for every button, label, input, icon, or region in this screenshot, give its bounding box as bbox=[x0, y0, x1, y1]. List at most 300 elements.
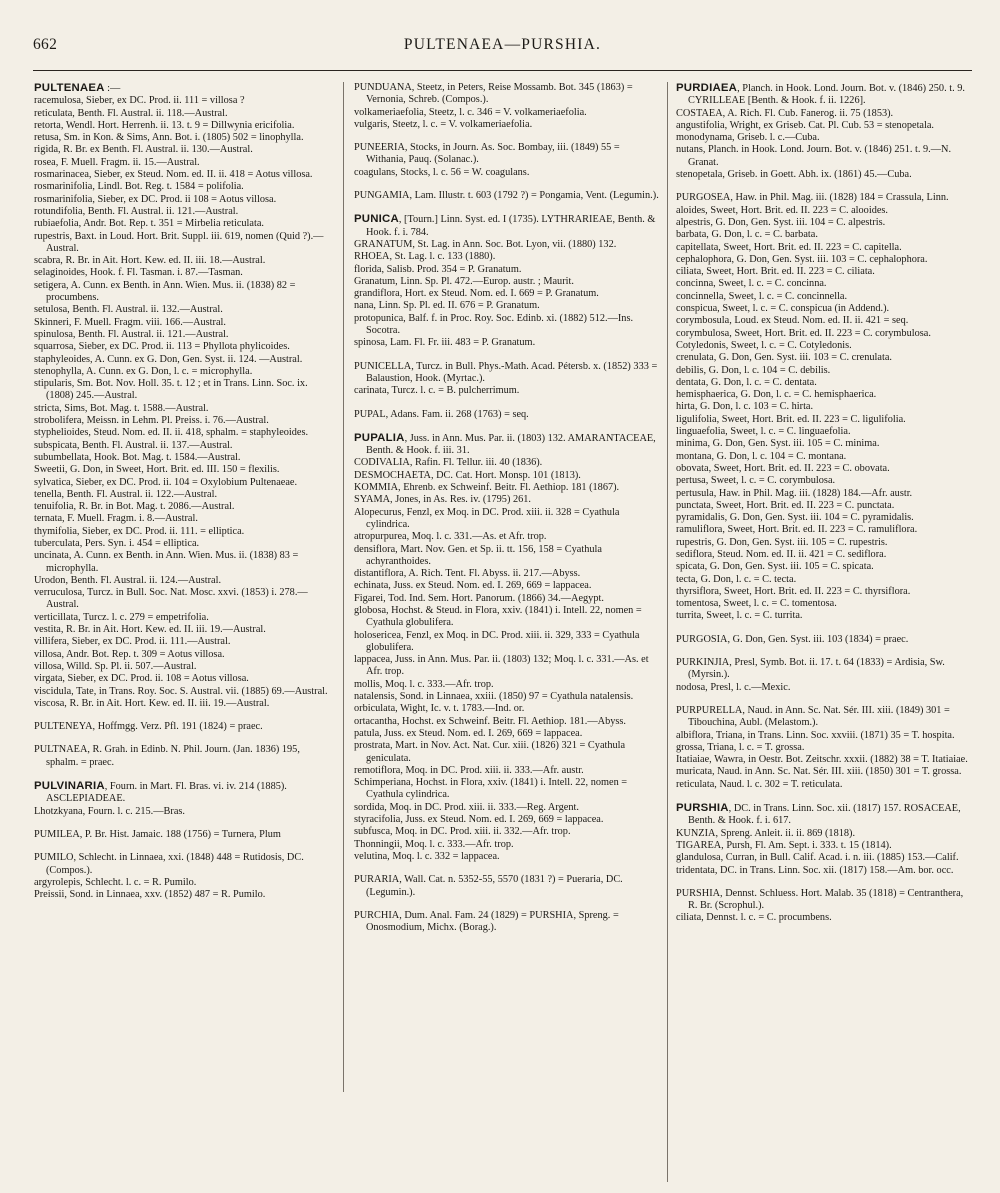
dictionary-entry bbox=[34, 612, 332, 624]
dictionary-entry bbox=[676, 291, 974, 303]
entry-text: ramuliflora, Sweet, Hort. Brit. ed. II. 223 = C. ramuliflora. bbox=[676, 524, 918, 536]
dictionary-entry bbox=[354, 213, 660, 239]
entry-text: staphyleoides, A. Cunn. ex G. Don, Gen. Syst. ii. 124. —Austral. bbox=[34, 353, 303, 365]
dictionary-entry bbox=[676, 463, 974, 475]
entry-text: selaginoides, Hook. f. Fl. Tasman. i. 87.—Tasman. bbox=[34, 267, 243, 279]
dictionary-entry bbox=[354, 167, 660, 179]
entry-text: :— bbox=[104, 83, 121, 94]
dictionary-entry bbox=[676, 488, 974, 500]
dictionary-entry bbox=[354, 728, 660, 740]
entry-text: obovata, Sweet, Hort. Brit. ed. II. 223 = C. obovata. bbox=[676, 462, 890, 474]
entry-spacer bbox=[34, 769, 332, 780]
entry-text: Schimperiana, Hochst. in Flora, xxiv. (1841) i. Intell. 22, nomen = Cyathula cylindrica. bbox=[354, 777, 628, 801]
dictionary-entry bbox=[354, 531, 660, 543]
dictionary-entry bbox=[676, 912, 974, 924]
entry-text: COSTAEA, A. Rich. Fl. Cub. Fanerog. ii. 75 (1853). bbox=[676, 107, 894, 119]
entry-spacer bbox=[34, 841, 332, 852]
dictionary-entry bbox=[354, 385, 660, 397]
dictionary-entry bbox=[676, 254, 974, 266]
entry-text: orbiculata, Wight, Ic. v. t. 1783.—Ind. or. bbox=[354, 703, 525, 715]
dictionary-entry bbox=[34, 82, 332, 95]
dictionary-entry bbox=[34, 144, 332, 156]
dictionary-entry bbox=[354, 409, 660, 421]
dictionary-entry bbox=[676, 754, 974, 766]
entry-text: reticulata, Naud. l. c. 302 = T. reticulata. bbox=[676, 778, 843, 790]
dictionary-entry bbox=[34, 169, 332, 181]
dictionary-entry bbox=[676, 205, 974, 217]
dictionary-entry bbox=[354, 432, 660, 458]
dictionary-entry bbox=[34, 464, 332, 476]
entry-text: , [Tourn.] Linn. Syst. ed. I (1735). LYTHRARIEAE, Benth. & Hook. f. i. 784. bbox=[366, 214, 656, 238]
column-divider bbox=[667, 82, 668, 1182]
entry-text: glandulosa, Curran, in Bull. Calif. Acad. i. n. iii. (1885) 153.—Calif. bbox=[676, 852, 959, 864]
entry-text: strobolifera, Meissn. in Lehm. Pl. Preiss. i. 76.—Austral. bbox=[34, 415, 269, 427]
dictionary-entry bbox=[354, 679, 660, 691]
entry-text: PUNEERIA, Stocks, in Journ. As. Soc. Bombay, iii. (1849) 55 = Withania, Pauq. (Solanac.). bbox=[354, 142, 620, 166]
entry-text: PURGOSIA, G. Don, Gen. Syst. iii. 103 (1834) = praec. bbox=[676, 633, 909, 645]
dictionary-entry bbox=[34, 877, 332, 889]
dictionary-entry bbox=[34, 95, 332, 107]
entry-text: angustifolia, Wright, ex Griseb. Cat. Pl. Cub. 53 = stenopetala. bbox=[676, 119, 935, 131]
dictionary-entry bbox=[354, 630, 660, 655]
entry-text: , Juss. in Ann. Mus. Par. ii. (1803) 132. AMARANTACEAE, Benth. & Hook. f. iii. 31. bbox=[366, 432, 656, 457]
dictionary-entry bbox=[354, 457, 660, 469]
dictionary-entry bbox=[676, 512, 974, 524]
entry-text: hemisphaerica, G. Don, l. c. = C. hemisphaerica. bbox=[676, 389, 877, 401]
entry-text: tecta, G. Don, l. c. = C. tecta. bbox=[676, 573, 797, 585]
dictionary-entry bbox=[354, 777, 660, 802]
dictionary-entry bbox=[676, 278, 974, 290]
dictionary-entry bbox=[676, 328, 974, 340]
entry-spacer bbox=[34, 818, 332, 829]
entry-text: PURGOSEA, Haw. in Phil. Mag. iii. (1828) 184 = Crassula, Linn. bbox=[676, 192, 949, 204]
entry-text: stricta, Sims, Bot. Mag. t. 1588.—Austral. bbox=[34, 402, 209, 414]
column-right bbox=[676, 82, 974, 1185]
entry-text: remotiflora, Moq. in DC. Prod. xiii. ii. 333.—Afr. austr. bbox=[354, 764, 584, 776]
entry-spacer bbox=[34, 710, 332, 721]
entry-text: subspicata, Benth. Fl. Austral. ii. 137.—Austral. bbox=[34, 439, 233, 451]
dictionary-entry bbox=[354, 239, 660, 251]
entry-text: Thonningii, Moq. l. c. 333.—Afr. trop. bbox=[354, 838, 514, 850]
dictionary-entry bbox=[34, 587, 332, 612]
entry-text: Skinneri, F. Muell. Fragm. viii. 166.—Austral. bbox=[34, 316, 226, 328]
entry-spacer bbox=[354, 131, 660, 142]
entry-text: ciliata, Sweet, Hort. Brit. ed. II. 223 = C. ciliata. bbox=[676, 266, 875, 278]
entry-text: PURCHIA, Dum. Anal. Fam. 24 (1829) = PURSHIA, Spreng. = Onosmodium, Michx. (Borag.). bbox=[354, 909, 619, 934]
entry-text: villosa, Willd. Sp. Pl. ii. 507.—Austral. bbox=[34, 660, 197, 672]
entry-text: styphelioides, Steud. Nom. ed. II. ii. 418, sphalm. = staphyleoides. bbox=[34, 427, 309, 439]
entry-text: tenuifolia, R. Br. in Bot. Mag. t. 2086.—Austral. bbox=[34, 501, 235, 513]
dictionary-entry bbox=[676, 389, 974, 401]
dictionary-entry bbox=[34, 181, 332, 193]
entry-text: PURARIA, Wall. Cat. n. 5352-55, 5570 (1831 ?) = Pueraria, DC. (Legumin.). bbox=[354, 874, 623, 898]
entry-text: reticulata, Benth. Fl. Austral. ii. 118.—Austral. bbox=[34, 107, 228, 119]
dictionary-entry bbox=[354, 142, 660, 167]
entry-spacer bbox=[676, 623, 974, 634]
dictionary-entry bbox=[34, 452, 332, 464]
entry-text: sediflora, Steud. Nom. ed. II. ii. 421 = C. sediflora. bbox=[676, 548, 887, 560]
dictionary-entry bbox=[354, 276, 660, 288]
entry-spacer bbox=[34, 733, 332, 744]
genus-heading: PUNICA bbox=[354, 213, 399, 226]
entry-text: protopunica, Balf. f. in Proc. Roy. Soc. Edinb. xi. (1882) 512.—Ins. Socotra. bbox=[354, 312, 634, 337]
entry-text: mollis, Moq. l. c. 333.—Afr. trop. bbox=[354, 678, 494, 690]
entry-text: albiflora, Triana, in Trans. Linn. Soc. xxviii. (1871) 35 = T. hospita. bbox=[676, 729, 955, 741]
dictionary-entry bbox=[354, 740, 660, 765]
entry-text: rosmarinifolia, Lindl. Bot. Reg. t. 1584 = polifolia. bbox=[34, 181, 244, 193]
genus-heading: PULVINARIA bbox=[34, 780, 105, 793]
entry-text: PUMILO, Schlecht. in Linnaea, xxi. (1848) 448 = Rutidosis, DC. (Compos.). bbox=[34, 852, 304, 876]
dictionary-entry bbox=[676, 144, 974, 169]
entry-text: minima, G. Don, Gen. Syst. iii. 105 = C. minima. bbox=[676, 438, 880, 450]
dictionary-entry bbox=[676, 192, 974, 204]
entry-text: nodosa, Presl, l. c.—Mexic. bbox=[676, 681, 791, 693]
dictionary-entry bbox=[676, 132, 974, 144]
page-number: 662 bbox=[33, 36, 58, 53]
dictionary-entry bbox=[34, 477, 332, 489]
dictionary-entry bbox=[34, 686, 332, 698]
entry-text: conspicua, Sweet, l. c. = C. conspicua (in Addend.). bbox=[676, 303, 890, 315]
dictionary-entry bbox=[676, 779, 974, 791]
dictionary-entry bbox=[34, 415, 332, 427]
dictionary-entry bbox=[34, 636, 332, 648]
dictionary-entry bbox=[354, 851, 660, 863]
dictionary-entry bbox=[34, 489, 332, 501]
entry-text: styracifolia, Juss. ex Steud. Nom. ed. I. 269, 669 = lappacea. bbox=[354, 814, 604, 826]
entry-text: natalensis, Sond. in Linnaea, xxiii. (1850) 97 = Cyathula natalensis. bbox=[354, 691, 634, 703]
entry-text: linguaefolia, Sweet, l. c. = C. linguaefolia. bbox=[676, 426, 851, 438]
dictionary-entry bbox=[34, 231, 332, 256]
dictionary-entry bbox=[676, 365, 974, 377]
dictionary-entry bbox=[34, 280, 332, 305]
entry-text: RHOEA, St. Lag. l. c. 133 (1880). bbox=[354, 251, 496, 263]
dictionary-entry bbox=[676, 657, 974, 682]
entry-text: densiflora, Mart. Nov. Gen. et Sp. ii. tt. 156, 158 = Cyathula achyranthoides. bbox=[354, 543, 602, 567]
entry-text: PULTENEYA, Hoffmgg. Verz. Pfl. 191 (1824) = praec. bbox=[34, 721, 263, 733]
dictionary-entry bbox=[676, 730, 974, 742]
dictionary-entry bbox=[34, 806, 332, 818]
entry-text: TIGAREA, Pursh, Fl. Am. Sept. i. 333. t. 15 (1814). bbox=[676, 839, 892, 851]
entry-text: monodynama, Griseb. l. c.—Cuba. bbox=[676, 132, 820, 144]
dictionary-entry bbox=[676, 561, 974, 573]
dictionary-entry bbox=[676, 549, 974, 561]
dictionary-entry bbox=[34, 378, 332, 403]
dictionary-entry bbox=[34, 780, 332, 806]
dictionary-entry bbox=[676, 500, 974, 512]
dictionary-entry bbox=[354, 580, 660, 592]
entry-text: velutina, Moq. l. c. 332 = lappacea. bbox=[354, 850, 500, 862]
entry-text: carinata, Turcz. l. c. = B. pulcherrimum. bbox=[354, 385, 520, 397]
entry-text: PUNDUANA, Steetz, in Peters, Reise Mossamb. Bot. 345 (1863) = Vernonia, Schreb. (Compos.). bbox=[354, 82, 633, 106]
entry-text: , DC. in Trans. Linn. Soc. xii. (1817) 157. ROSACEAE, Benth. & Hook. f. i. 617. bbox=[688, 803, 961, 827]
entry-text: ternata, F. Muell. Fragm. i. 8.—Austral. bbox=[34, 513, 198, 525]
dictionary-entry bbox=[34, 354, 332, 366]
dictionary-entry bbox=[34, 194, 332, 206]
entry-text: PUMILEA, P. Br. Hist. Jamaic. 188 (1756) = Turnera, Plum bbox=[34, 828, 281, 840]
dictionary-entry bbox=[34, 317, 332, 329]
entry-text: rupestris, G. Don, Gen. Syst. iii. 105 = C. rupestris. bbox=[676, 536, 888, 548]
entry-text: ligulifolia, Sweet, Hort. Brit. ed. II. 223 = C. ligulifolia. bbox=[676, 413, 906, 425]
dictionary-entry bbox=[354, 703, 660, 715]
dictionary-entry bbox=[354, 507, 660, 532]
entry-text: rosea, F. Muell. Fragm. ii. 15.—Austral. bbox=[34, 156, 200, 168]
dictionary-entry bbox=[676, 120, 974, 132]
entry-text: Cotyledonis, Sweet, l. c. = C. Cotyledonis. bbox=[676, 339, 852, 351]
entry-spacer bbox=[676, 877, 974, 888]
entry-text: vulgaris, Steetz, l. c. = V. volkameriaefolia. bbox=[354, 118, 533, 130]
dictionary-entry bbox=[676, 840, 974, 852]
dictionary-entry bbox=[354, 765, 660, 777]
entry-text: PUPAL, Adans. Fam. ii. 268 (1763) = seq. bbox=[354, 408, 529, 420]
entry-text: concinna, Sweet, l. c. = C. concinna. bbox=[676, 278, 827, 290]
entry-text: sordida, Moq. in DC. Prod. xiii. ii. 333.—Reg. Argent. bbox=[354, 801, 579, 813]
entry-text: turrita, Sweet, l. c. = C. turrita. bbox=[676, 610, 803, 622]
dictionary-entry bbox=[34, 661, 332, 673]
entry-text: grandiflora, Hort. ex Steud. Nom. ed. I. 669 = P. Granatum. bbox=[354, 288, 599, 300]
dictionary-entry bbox=[676, 401, 974, 413]
entry-text: capitellata, Sweet, Hort. Brit. ed. II. 223 = C. capitella. bbox=[676, 241, 902, 253]
dictionary-entry bbox=[34, 513, 332, 525]
entry-text: debilis, G. Don, l. c. 104 = C. debilis. bbox=[676, 364, 831, 376]
dictionary-entry bbox=[676, 475, 974, 487]
genus-heading: PURDIAEA bbox=[676, 82, 738, 94]
dictionary-entry bbox=[676, 340, 974, 352]
dictionary-entry bbox=[676, 377, 974, 389]
dictionary-entry bbox=[676, 169, 974, 181]
dictionary-entry bbox=[354, 874, 660, 899]
dictionary-entry bbox=[676, 438, 974, 450]
entry-text: tenella, Benth. Fl. Austral. ii. 122.—Austral. bbox=[34, 488, 218, 500]
dictionary-entry bbox=[354, 264, 660, 276]
dictionary-entry bbox=[34, 403, 332, 415]
dictionary-entry bbox=[34, 440, 332, 452]
entry-text: montana, G. Don, l. c. 104 = C. montana. bbox=[676, 450, 847, 462]
dictionary-entry bbox=[354, 107, 660, 119]
entry-text: rubiaefolia, Andr. Bot. Rep. t. 351 = Mirbelia reticulata. bbox=[34, 218, 264, 230]
entry-text: patula, Juss. ex Steud. Nom. ed. I. 269, 669 = lappacea. bbox=[354, 727, 583, 739]
dictionary-entry bbox=[354, 470, 660, 482]
entry-text: PURKINJIA, Presl, Symb. Bot. ii. 17. t. 64 (1833) = Ardisia, Sw. (Myrsin.). bbox=[676, 657, 945, 681]
dictionary-entry bbox=[676, 598, 974, 610]
dictionary-entry bbox=[676, 315, 974, 327]
dictionary-entry bbox=[34, 341, 332, 353]
dictionary-entry bbox=[676, 766, 974, 778]
dictionary-entry bbox=[354, 593, 660, 605]
dictionary-entry bbox=[676, 888, 974, 913]
dictionary-entry bbox=[676, 802, 974, 828]
dictionary-entry bbox=[676, 108, 974, 120]
dictionary-entry bbox=[34, 206, 332, 218]
entry-text: Sweetii, G. Don, in Sweet, Hort. Brit. ed. III. 150 = flexilis. bbox=[34, 464, 280, 476]
entry-text: grossa, Triana, l. c. = T. grossa. bbox=[676, 741, 805, 753]
entry-text: muricata, Naud. in Ann. Sc. Nat. Sér. III. xiii. (1850) 301 = T. grossa. bbox=[676, 766, 962, 778]
entry-spacer bbox=[676, 181, 974, 192]
dictionary-entry bbox=[34, 889, 332, 901]
dictionary-entry bbox=[354, 119, 660, 131]
dictionary-entry bbox=[676, 242, 974, 254]
entry-text: corymbosula, Loud. ex Steud. Nom. ed. II. ii. 421 = seq. bbox=[676, 315, 909, 327]
dictionary-entry bbox=[354, 494, 660, 506]
entry-text: aloides, Sweet, Hort. Brit. ed. II. 223 = C. alooides. bbox=[676, 204, 888, 216]
entry-text: globosa, Hochst. & Steud. in Flora, xxiv. (1841) i. Intell. 22, nomen = Cyathula globulifera. bbox=[354, 604, 642, 629]
entry-text: CODIVALIA, Rafin. Fl. Tellur. iii. 40 (1836). bbox=[354, 457, 543, 469]
dictionary-entry bbox=[676, 217, 974, 229]
dictionary-entry bbox=[34, 852, 332, 877]
genus-heading: PULTENAEA bbox=[34, 82, 105, 94]
dictionary-entry bbox=[354, 839, 660, 851]
entry-text: cephalophora, G. Don, Gen. Syst. iii. 103 = C. cephalophora. bbox=[676, 253, 928, 265]
entry-text: corymbulosa, Sweet, Hort. Brit. ed. II. 223 = C. corymbulosa. bbox=[676, 327, 931, 339]
dictionary-entry bbox=[676, 303, 974, 315]
header-rule bbox=[33, 70, 972, 71]
entry-text: rigida, R. Br. ex Benth. Fl. Austral. ii. 130.—Austral. bbox=[34, 144, 253, 156]
entry-text: florida, Salisb. Prod. 354 = P. Granatum. bbox=[354, 263, 522, 275]
entry-text: spicata, G. Don, Gen. Syst. iii. 105 = C. spicata. bbox=[676, 561, 874, 573]
entry-spacer bbox=[676, 646, 974, 657]
entry-text: nutans, Planch. in Hook. Lond. Journ. Bot. v. (1846) 251. t. 9.—N. Granat. bbox=[676, 144, 952, 168]
entry-text: thymifolia, Sieber, ex DC. Prod. ii. 111. = elliptica. bbox=[34, 525, 245, 537]
dictionary-entry bbox=[34, 255, 332, 267]
dictionary-entry bbox=[676, 852, 974, 864]
dictionary-entry bbox=[354, 605, 660, 630]
entry-text: hirta, G. Don, l. c. 103 = C. hirta. bbox=[676, 401, 814, 413]
entry-text: echinata, Juss. ex Steud. Nom. ed. I. 269, 669 = lappacea. bbox=[354, 580, 592, 592]
entry-text: nana, Linn. Sp. Pl. ed. II. 676 = P. Granatum. bbox=[354, 300, 540, 312]
entry-text: tomentosa, Sweet, l. c. = C. tomentosa. bbox=[676, 598, 837, 610]
dictionary-entry bbox=[34, 538, 332, 550]
entry-text: atropurpurea, Moq. l. c. 331.—As. et Afr. trop. bbox=[354, 531, 547, 543]
dictionary-entry bbox=[676, 865, 974, 877]
dictionary-entry bbox=[354, 568, 660, 580]
entry-text: punctata, Sweet, Hort. Brit. ed. II. 223 = C. punctata. bbox=[676, 499, 895, 511]
dictionary-entry bbox=[354, 814, 660, 826]
entry-text: spinosa, Lam. Fl. Fr. iii. 483 = P. Granatum. bbox=[354, 337, 536, 349]
entry-text: Alopecurus, Fenzl, ex Moq. in DC. Prod. xiii. ii. 328 = Cyathula cylindrica. bbox=[354, 506, 620, 530]
entry-text: Lhotzkyana, Fourn. l. c. 215.—Bras. bbox=[34, 805, 185, 817]
entry-text: Preissii, Sond. in Linnaea, xxv. (1852) 487 = R. Pumilo. bbox=[34, 889, 266, 901]
entry-text: rosmarinifolia, Sieber, ex DC. Prod. ii 108 = Aotus villosa. bbox=[34, 193, 277, 205]
entry-text: PUNGAMIA, Lam. Illustr. t. 603 (1792 ?) = Pongamia, Vent. (Legumin.). bbox=[354, 190, 659, 202]
entry-text: crenulata, G. Don, Gen. Syst. iii. 103 = C. crenulata. bbox=[676, 352, 892, 364]
dictionary-entry bbox=[676, 426, 974, 438]
entry-text: lappacea, Juss. in Ann. Mus. Par. ii. (1803) 132; Moq. l. c. 331.—As. et Afr. trop. bbox=[354, 654, 649, 678]
dictionary-entry bbox=[34, 304, 332, 316]
dictionary-entry bbox=[354, 482, 660, 494]
dictionary-entry bbox=[354, 190, 660, 202]
entry-text: PUNICELLA, Turcz. in Bull. Phys.-Math. Acad. Pétersb. x. (1852) 333 = Balaustion, Hook. (Myrtac.). bbox=[354, 360, 658, 384]
entry-text: spinulosa, Benth. Fl. Austral. ii. 121.—Austral. bbox=[34, 328, 229, 340]
entry-text: Granatum, Linn. Sp. Pl. 472.—Europ. austr. ; Maurit. bbox=[354, 275, 574, 287]
dictionary-entry bbox=[34, 366, 332, 378]
dictionary-entry bbox=[676, 682, 974, 694]
entry-spacer bbox=[354, 899, 660, 910]
dictionary-entry bbox=[34, 157, 332, 169]
entry-spacer bbox=[354, 398, 660, 409]
dictionary-entry bbox=[676, 610, 974, 622]
entry-spacer bbox=[676, 791, 974, 802]
dictionary-entry bbox=[34, 120, 332, 132]
entry-spacer bbox=[354, 421, 660, 432]
entry-text: coagulans, Stocks, l. c. 56 = W. coagulans. bbox=[354, 166, 530, 178]
entry-text: Itatiaiae, Wawra, in Oestr. Bot. Zeitschr. xxxii. (1882) 38 = T. Itatiaiae. bbox=[676, 754, 968, 766]
dictionary-entry bbox=[676, 266, 974, 278]
entry-text: pertusa, Sweet, l. c. = C. corymbulosa. bbox=[676, 475, 836, 487]
dictionary-entry bbox=[676, 524, 974, 536]
entry-text: setigera, A. Cunn. ex Benth. in Ann. Wien. Mus. ii. (1838) 82 = procumbens. bbox=[34, 279, 296, 304]
entry-text: distantiflora, A. Rich. Tent. Fl. Abyss. ii. 217.—Abyss. bbox=[354, 568, 581, 580]
entry-text: racemulosa, Sieber, ex DC. Prod. ii. 111 = villosa ? bbox=[34, 95, 245, 107]
dictionary-entry bbox=[676, 229, 974, 241]
dictionary-entry bbox=[676, 586, 974, 598]
entry-text: subfusca, Moq. in DC. Prod. xiii. ii. 332.—Afr. trop. bbox=[354, 826, 571, 838]
entry-spacer bbox=[676, 694, 974, 705]
genus-heading: PURSHIA bbox=[676, 802, 729, 815]
dictionary-entry bbox=[34, 698, 332, 710]
entry-text: stenopetala, Griseb. in Goett. Abh. ix. (1861) 45.—Cuba. bbox=[676, 169, 912, 181]
entry-spacer bbox=[354, 179, 660, 190]
entry-text: rosmarinacea, Sieber, ex Steud. Nom. ed. II. ii. 418 = Aotus villosa. bbox=[34, 169, 313, 181]
dictionary-entry bbox=[354, 910, 660, 935]
entry-text: PURSHIA, Dennst. Schluess. Hort. Malab. 35 (1818) = Centranthera, R. Br. (Scrophul.). bbox=[676, 887, 964, 912]
entry-text: volkameriaefolia, Steetz, l. c. 346 = V. volkameriaefolia. bbox=[354, 106, 587, 118]
entry-text: villifera, Sieber, ex DC. Prod. ii. 111.—Austral. bbox=[34, 636, 231, 648]
entry-text: barbata, G. Don, l. c. = C. barbata. bbox=[676, 229, 818, 241]
dictionary-entry bbox=[354, 82, 660, 107]
entry-text: alpestris, G. Don, Gen. Syst. iii. 104 = C. alpestris. bbox=[676, 216, 886, 228]
entry-text: vestita, R. Br. in Ait. Hort. Kew. ed. II. iii. 19.—Austral. bbox=[34, 624, 266, 636]
dictionary-entry bbox=[34, 721, 332, 733]
entry-text: dentata, G. Don, l. c. = C. dentata. bbox=[676, 376, 817, 388]
entry-text: setulosa, Benth. Fl. Austral. ii. 132.—Austral. bbox=[34, 304, 223, 316]
dictionary-entry bbox=[34, 501, 332, 513]
entry-text: Figarei, Tod. Ind. Sem. Hort. Panorum. (1866) 34.—Aegypt. bbox=[354, 592, 604, 604]
dictionary-entry bbox=[354, 251, 660, 263]
dictionary-entry bbox=[34, 744, 332, 769]
dictionary-entry bbox=[676, 537, 974, 549]
entry-text: villosa, Andr. Bot. Rep. t. 309 = Aotus villosa. bbox=[34, 648, 225, 660]
dictionary-entry bbox=[676, 414, 974, 426]
entry-text: argyrolepis, Schlecht. l. c. = R. Pumilo. bbox=[34, 876, 197, 888]
dictionary-entry bbox=[676, 742, 974, 754]
dictionary-entry bbox=[676, 82, 974, 108]
dictionary-entry bbox=[34, 550, 332, 575]
entry-spacer bbox=[354, 350, 660, 361]
dictionary-entry bbox=[34, 329, 332, 341]
entry-text: concinnella, Sweet, l. c. = C. concinnella. bbox=[676, 290, 848, 302]
entry-text: uncinata, A. Cunn. ex Benth. in Ann. Wien. Mus. ii. (1838) 83 = microphylla. bbox=[34, 550, 299, 574]
entry-spacer bbox=[354, 202, 660, 213]
dictionary-entry bbox=[676, 634, 974, 646]
dictionary-entry bbox=[34, 132, 332, 144]
entry-text: thyrsiflora, Sweet, Hort. Brit. ed. II. 223 = C. thyrsiflora. bbox=[676, 585, 911, 597]
entry-text: holosericea, Fenzl, ex Moq. in DC. Prod. xiii. ii. 329, 333 = Cyathula globulifera. bbox=[354, 629, 640, 653]
entry-text: virgata, Sieber, ex DC. Prod. ii. 108 = Aotus villosa. bbox=[34, 673, 249, 685]
dictionary-entry bbox=[354, 654, 660, 679]
entry-text: ortacantha, Hochst. ex Schweinf. Beitr. Fl. Aethiop. 181.—Abyss. bbox=[354, 715, 626, 727]
entry-text: subumbellata, Hook. Bot. Mag. t. 1584.—Austral. bbox=[34, 451, 241, 463]
entry-text: sylvatica, Sieber, ex DC. Prod. ii. 104 = Oxylobium Pultenaeae. bbox=[34, 476, 298, 488]
entry-text: , Planch. in Hook. Lond. Journ. Bot. v. (1846) 250. t. 9. CYRILLEAE [Benth. & Hook. f. ii. 1226]. bbox=[688, 83, 965, 107]
entry-spacer bbox=[354, 863, 660, 874]
entry-text: GRANATUM, St. Lag. in Ann. Soc. Bot. Lyon, vii. (1880) 132. bbox=[354, 238, 617, 250]
entry-text: DESMOCHAETA, DC. Cat. Hort. Monsp. 101 (1813). bbox=[354, 469, 581, 481]
dictionary-entry bbox=[34, 108, 332, 120]
dictionary-entry bbox=[354, 288, 660, 300]
dictionary-entry bbox=[354, 337, 660, 349]
entry-text: tuberculata, Pers. Syn. i. 454 = elliptica. bbox=[34, 537, 200, 549]
entry-text: rupestris, Baxt. in Loud. Hort. Brit. Suppl. iii. 619, nomen (Quid ?).—Austral. bbox=[34, 230, 324, 254]
dictionary-entry bbox=[34, 624, 332, 636]
